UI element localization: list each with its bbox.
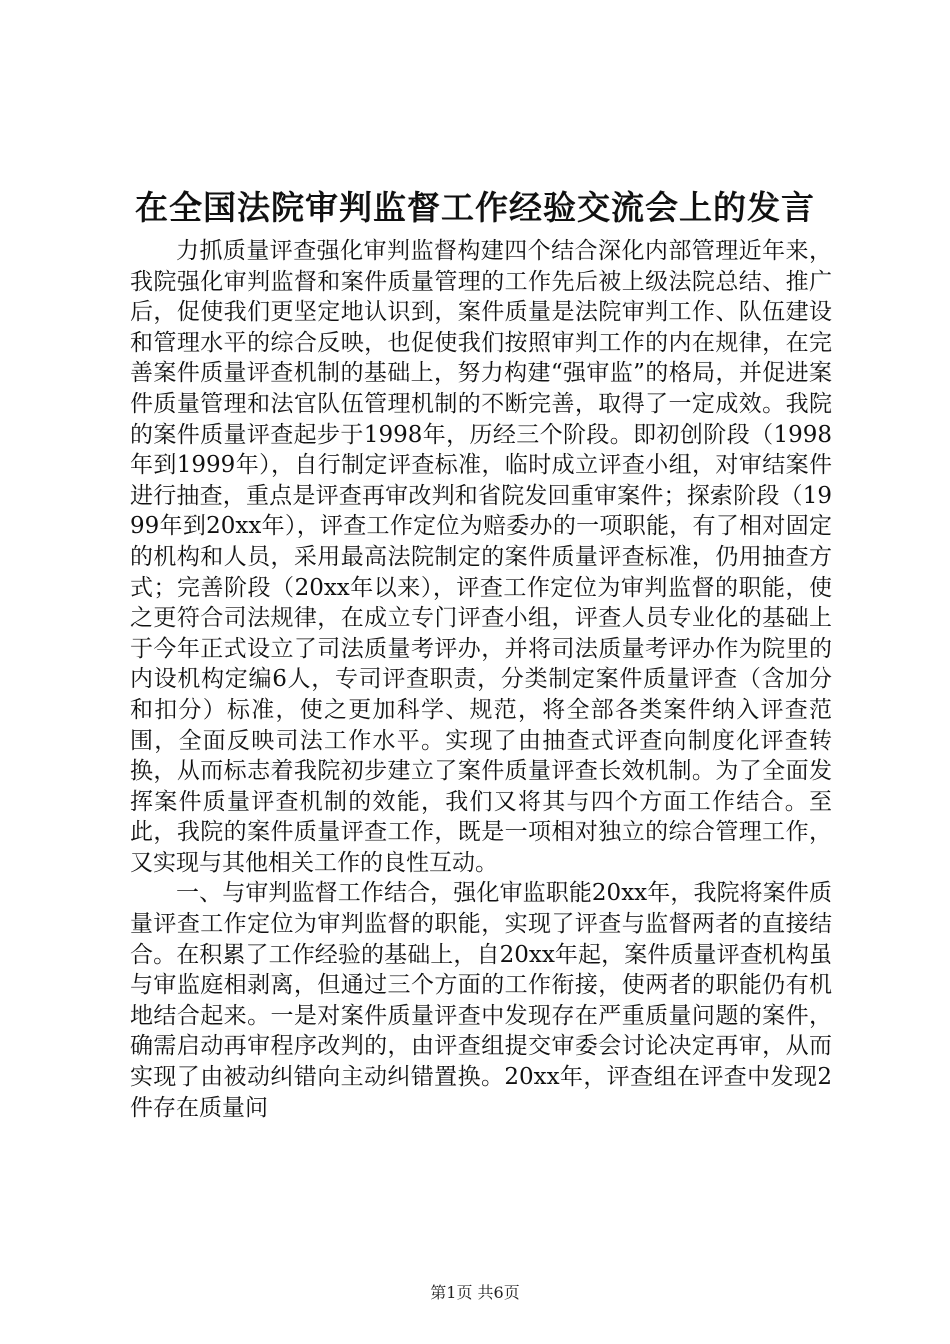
paragraph-2: 一、与审判监督工作结合，强化审监职能20xx年，我院将案件质量评查工作定位为审判监督的职能，实现了评查与监督两者的直接结合。在积累了工作经验的基础上，自20xx年起，案件质量评查机构虽与审监庭相剥离，但通过三个方面的工作衔接，使两者的职能仍有机地结合起来。一是对案件质量评查中发现存在严重质量问题的案件，确需启动再审程序改判的，由评查组提交审委会讨论决定再审，从而实现了由被动纠错向主动纠错置换。20xx年，评查组在评查中发现2件存在质量问 [130,880,832,1121]
document-body [130,236,832,1123]
paragraph-1: 力抓质量评查强化审判监督构建四个结合深化内部管理近年来，我院强化审判监督和案件质量管理的工作先后被上级法院总结、推广后，促使我们更坚定地认识到，案件质量是法院审判工作、队伍建设和管理水平的综合反映，也促使我们按照审判工作的内在规律，在完善案件质量评查机制的基础上，努力构建“强审监”的格局，并促进案件质量管理和法官队伍管理机制的不断完善，取得了一定成效。我院的案件质量评查起步于1998年，历经三个阶段。即初创阶段（1998年到1999年），自行制定评查标准，临时成立评查小组，对审结案件进行抽查，重点是评查再审改判和省院发回重审案件；探索阶段（1999年到20xx年），评查工作定位为赔委办的一项职能，有了相对固定的机构和人员，采用最高法院制定的案件质量评查标准，仍用抽查方式；完善阶段（20xx年以来），评查工作定位为审判监督的职能，使之更符合司法规律，在成立专门评查小组，评查人员专业化的基础上于今年正式设立了司法质量考评办，并将司法质量考评办作为院里的内设机构定编6人，专司评查职责，分类制定案件质量评查（含加分和扣分）标准，使之更加科学、规范，将全部各类案件纳入评查范围，全面反映司法工作水平。实现了由抽查式评查向制度化评查转换，从而标志着我院初步建立了案件质量评查长效机制。为了全面发挥案件质量评查机制的效能，我们又将其与四个方面工作结合。至此，我院的案件质量评查工作，既是一项相对独立的综合管理工作，又实现与其他相关工作的良性互动。 [130,238,832,876]
document-title: 在全国法院审判监督工作经验交流会上的发言 [135,188,815,227]
page-number-footer: 第1页 共6页 [430,1283,520,1302]
